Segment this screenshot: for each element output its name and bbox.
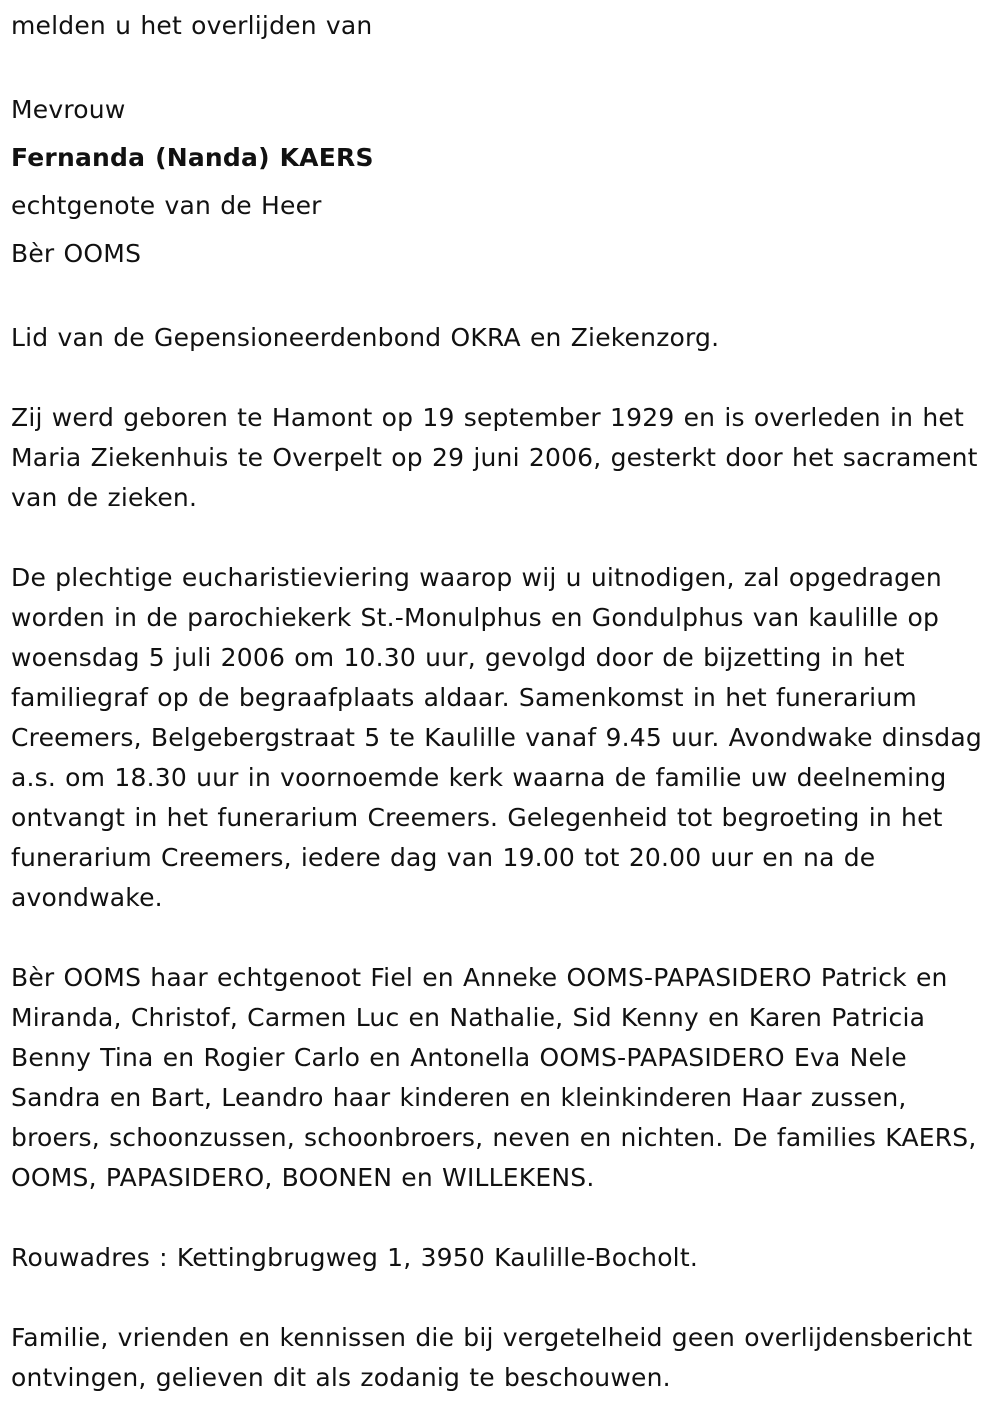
address-text: Rouwadres : Kettingbrugweg 1, 3950 Kaulille-Bocholt. bbox=[11, 1243, 698, 1272]
closing-text: Familie, vrienden en kennissen die bij vergetelheid geen overlijdensbericht ontvingen, gelieven dit als zodanig te beschouwen. bbox=[11, 1323, 973, 1392]
deceased-name: Fernanda (Nanda) KAERS bbox=[11, 143, 374, 172]
birth-death-text: Zij werd geboren te Hamont op 19 september 1929 en is overleden in het Maria Ziekenhuis te Overpelt op 29 juni 2006, gesterkt door het sacrament van de zieken. bbox=[11, 403, 978, 512]
deceased-block bbox=[11, 86, 996, 278]
intro-text: melden u het overlijden van bbox=[11, 11, 373, 40]
spouse-line: echtgenote van de Heer bbox=[11, 191, 322, 220]
membership-text: Lid van de Gepensioneerdenbond OKRA en Ziekenzorg. bbox=[11, 323, 720, 352]
obituary-document bbox=[11, 0, 996, 1398]
family-text: Bèr OOMS haar echtgenoot Fiel en Anneke OOMS-PAPASIDERO Patrick en Miranda, Christof, Carmen Luc en Nathalie, Sid Kenny en Karen Patricia Benny Tina en Rogier Carlo en Antonella OOMS-PAPASIDERO Eva Nele Sandra en Bart, Leandro haar kinderen en kleinkinderen Haar zussen, broers, schoonzussen, schoonbroers, neven en nichten. De families KAERS, OOMS, PAPASIDERO, BOONEN en WILLEKENS. bbox=[11, 963, 977, 1192]
honorific: Mevrouw bbox=[11, 95, 126, 124]
spouse-name: Bèr OOMS bbox=[11, 239, 142, 268]
ceremony-text: De plechtige eucharistieviering waarop wij u uitnodigen, zal opgedragen worden in de parochiekerk St.-Monulphus en Gondulphus van kaulille op woensdag 5 juli 2006 om 10.30 uur, gevolgd door de bijzetting in het familiegraf op de begraafplaats aldaar. Samenkomst in het funerarium Creemers, Belgebergstraat 5 te Kaulille vanaf 9.45 uur. Avondwake dinsdag a.s. om 18.30 uur in voornoemde kerk waarna de familie uw deelneming ontvangt in het funerarium Creemers. Gelegenheid tot begroeting in het funerarium Creemers, iedere dag van 19.00 tot 20.00 uur en na de avondwake. bbox=[11, 563, 982, 912]
